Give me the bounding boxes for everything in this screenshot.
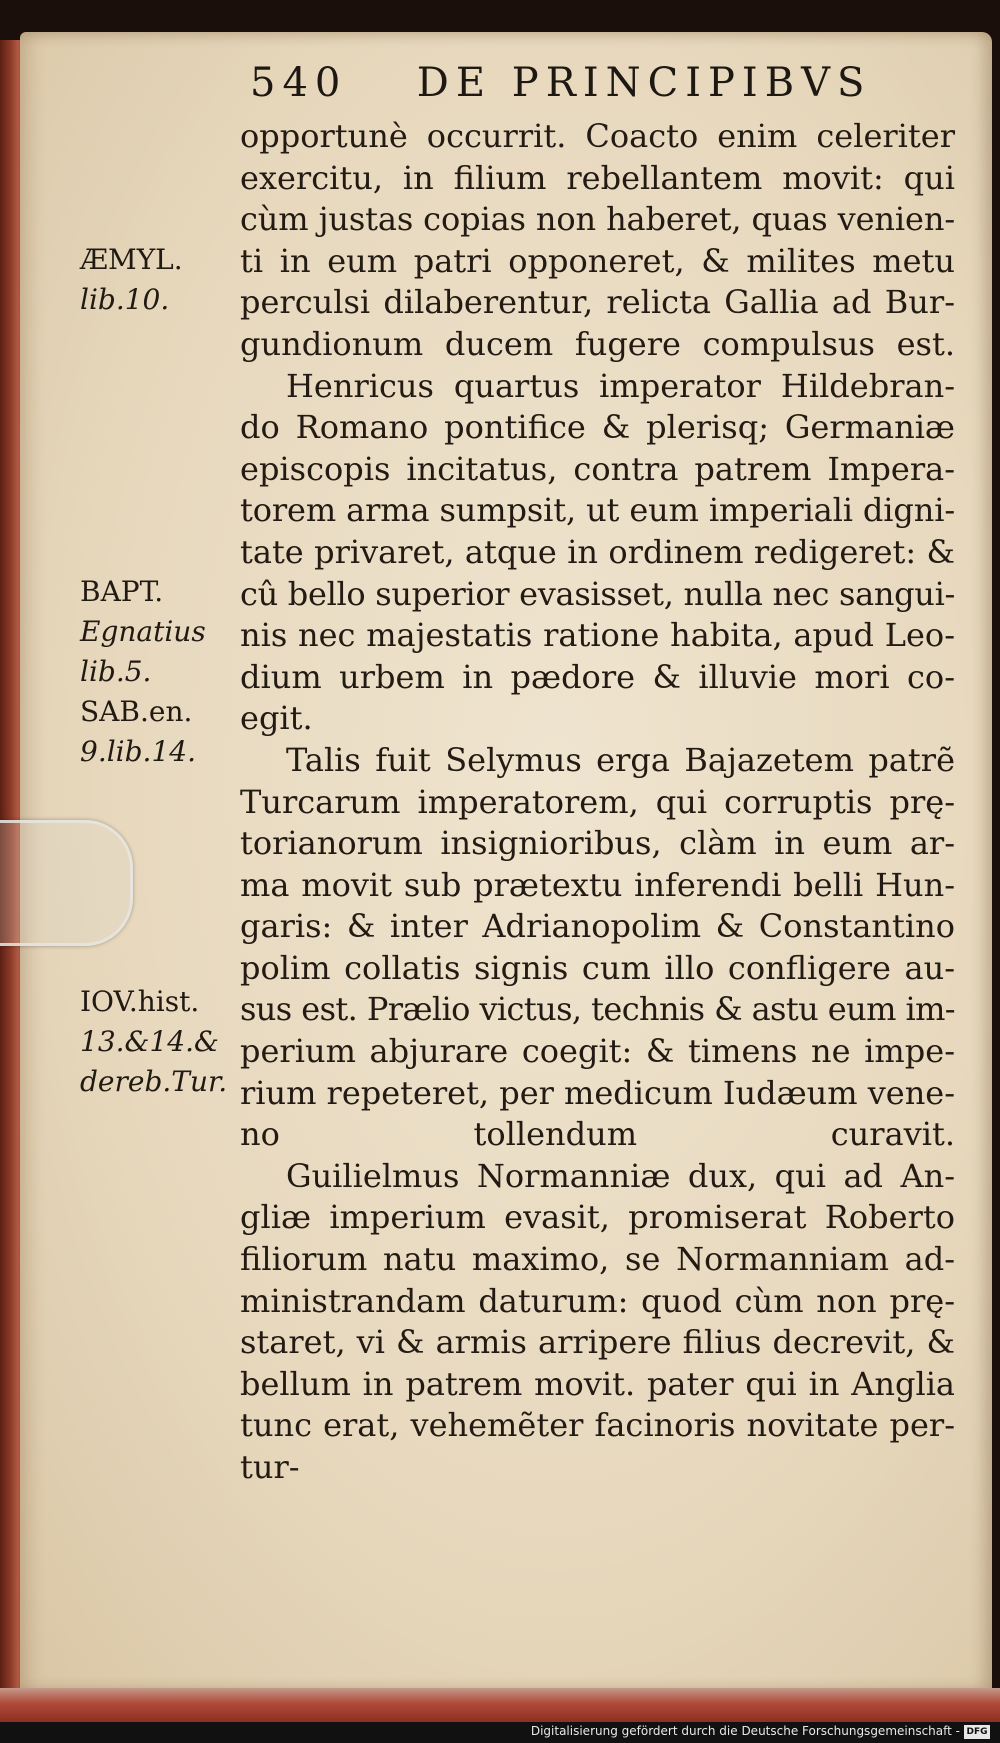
- text-line: no tollendum curavit.: [240, 1115, 955, 1154]
- text-line: perium abjurare coegit: & timens ne impe-: [240, 1032, 955, 1071]
- text-line: garis: & inter Adrianopolim & Constantino: [240, 907, 955, 946]
- margin-note-line: IOV.hist.: [80, 985, 200, 1018]
- text-line: polim collatis signis cum illo confligere au-: [240, 948, 955, 987]
- text-line: exercitu, in filium rebellantem movit: qui: [240, 158, 955, 197]
- margin-note-line: lib.5.: [80, 655, 152, 688]
- text-line: cùm justas copias non haberet, quas venien-: [240, 200, 955, 239]
- text-line: perculsi dilaberentur, relicta Gallia ad Bur-: [240, 283, 955, 322]
- text-line: bellum in patrem movit. pater qui in Anglia: [240, 1364, 955, 1403]
- text-line: staret, vi & armis arripere filius decrevit, &: [240, 1323, 955, 1362]
- footer-bar: [0, 1722, 1000, 1743]
- page-number: 540: [250, 60, 348, 106]
- margin-note-line: lib.10.: [80, 283, 170, 316]
- dfg-logo: DFG: [964, 1725, 990, 1739]
- margin-note-iov: [80, 982, 245, 1102]
- text-line: do Romano pontifice & plerisq; Germaniæ: [240, 408, 955, 447]
- margin-note-line: dereb.Tur.: [80, 1065, 228, 1098]
- running-title: DE PRINCIPIBVS: [416, 60, 872, 106]
- text-line: gliæ imperium evasit, promiserat Roberto: [240, 1198, 955, 1237]
- margin-note-line: 9.lib.14.: [80, 735, 196, 768]
- text-line: Henricus quartus imperator Hildebran-: [286, 366, 955, 405]
- margin-note-line: 13.&14.&: [80, 1025, 219, 1058]
- text-line: sus est. Prælio victus, technis & astu eum im-: [240, 990, 955, 1029]
- page-header: [250, 60, 920, 110]
- margin-note-line: ÆMYL.: [80, 243, 183, 276]
- text-line: ma movit sub prætextu inferendi belli Hun-: [240, 865, 955, 904]
- margin-note-line: Egnatius: [80, 615, 206, 648]
- text-line: Guilielmus Normanniæ dux, qui ad An-: [286, 1156, 955, 1195]
- page-clip: [0, 820, 133, 946]
- margin-note-line: SAB.en.: [80, 695, 193, 728]
- text-line: gundionum ducem fugere compulsus est.: [240, 324, 955, 363]
- margin-note-bapt: [80, 572, 245, 772]
- text-line: Turcarum imperatorem, qui corruptis prę-: [240, 782, 955, 821]
- text-line: ministrandam daturum: quod cùm non prę-: [240, 1281, 955, 1320]
- text-line: egit.: [240, 699, 313, 738]
- text-line: nis nec majestatis ratione habita, apud Leo-: [240, 616, 955, 655]
- text-line: torianorum insignioribus, clàm in eum ar-: [240, 824, 955, 863]
- text-line: tunc erat, vehemẽter facinoris novitate per-: [240, 1406, 955, 1445]
- text-line: tate privaret, atque in ordinem redigeret: &: [240, 532, 955, 571]
- margin-note-line: BAPT.: [80, 575, 164, 608]
- text-line: Talis fuit Selymus erga Bajazetem patrẽ: [286, 740, 955, 779]
- text-line: cû bello superior evasisset, nulla nec sangui-: [240, 574, 955, 613]
- text-line: torem arma sumpsit, ut eum imperiali digni-: [240, 491, 955, 530]
- text-line: filiorum natu maximo, se Normanniam ad-: [240, 1240, 955, 1279]
- margin-note-aemyl: [80, 240, 245, 320]
- footer-credit: Digitalisierung gefördert durch die Deutsche Forschungsgemeinschaft -: [530, 1724, 960, 1738]
- catchword: tur-: [240, 1448, 300, 1486]
- book-bottom-edge: [0, 1688, 1000, 1722]
- text-line: episcopis incitatus, contra patrem Impera-: [240, 449, 955, 488]
- text-line: ti in eum patri opponeret, & milites metu: [240, 241, 955, 280]
- text-line: dium urbem in pædore & illuvie mori co-: [240, 657, 955, 696]
- text-line: rium repeteret, per medicum Iudæum vene-: [240, 1073, 955, 1112]
- text-line: opportunè occurrit. Coacto enim celeriter: [240, 117, 955, 155]
- body-text: [240, 116, 955, 1489]
